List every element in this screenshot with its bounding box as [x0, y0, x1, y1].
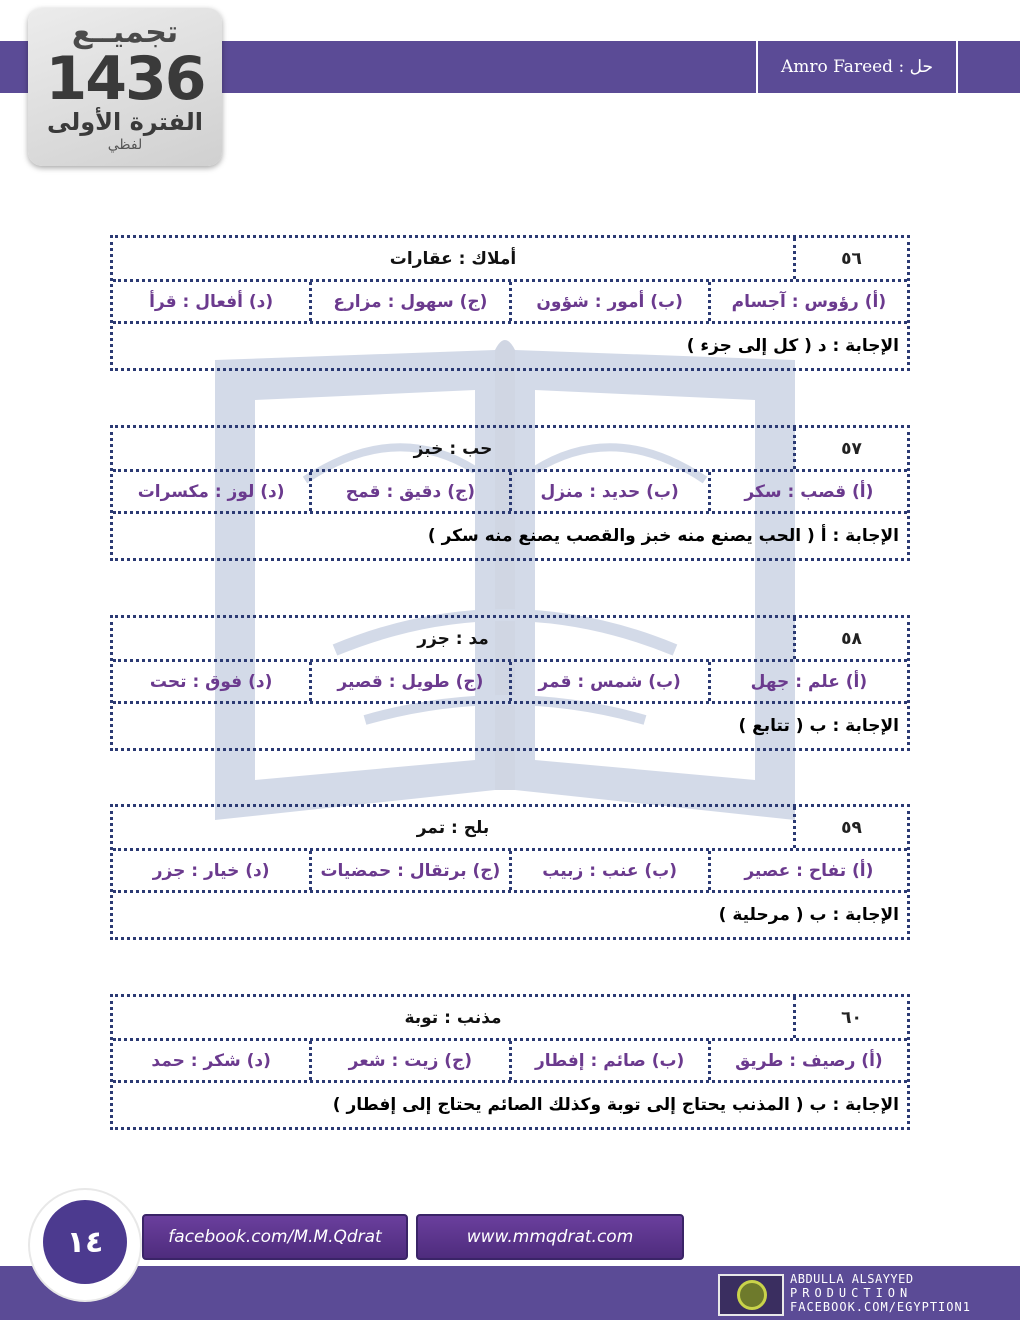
page-number-badge: [30, 1190, 140, 1300]
option-c: (ج) دقيق : قمح: [309, 472, 508, 511]
producer-name: ABDULLA ALSAYYED: [790, 1272, 914, 1286]
question-header-row: [113, 428, 907, 472]
answer-text: الإجابة : ب ( مرحلية ): [718, 905, 899, 925]
options-row: [113, 851, 907, 893]
option-d: (د) خيار : جزر: [152, 860, 270, 881]
question-pair: حب : خبز: [413, 438, 493, 459]
producer-credit: [718, 1270, 1018, 1318]
question-number: ٥٦: [793, 238, 907, 279]
logo-year: 1436: [45, 44, 205, 114]
logo-subtitle: الفترة الأولى: [46, 108, 204, 136]
answer-text: الإجابة : ب ( تتابع ): [738, 716, 899, 736]
answer-text: الإجابة : ب ( المذنب يحتاج إلى توبة وكذلك الصائم يحتاج إلى إفطار ): [332, 1095, 899, 1115]
question-pair: أملاك : عقارات: [389, 248, 517, 269]
answer-text: الإجابة : أ ( الحب يصنع منه خبز والقصب يصنع منه سكر ): [427, 526, 899, 546]
option-d: (د) لوز : مكسرات: [137, 481, 285, 502]
answer-row: [113, 514, 907, 558]
collection-logo: [28, 8, 222, 166]
option-b: (ب) صائم : إفطار: [509, 1041, 708, 1080]
option-d: (د) أفعال : قرأ: [149, 291, 274, 312]
facebook-link[interactable]: facebook.com/M.M.Qdrat: [142, 1214, 408, 1260]
producer-facebook: FACEBOOK.COM/EGYPTION1: [790, 1300, 971, 1314]
answer-text: الإجابة : د ( كل إلى جزء ): [686, 336, 899, 356]
question-number: ٦٠: [793, 997, 907, 1038]
answer-row: [113, 704, 907, 748]
answer-row: [113, 893, 907, 937]
option-b: (ب) شمس : قمر: [509, 662, 708, 701]
option-c: (ج) سهول : مزارع: [309, 282, 508, 321]
option-a: (أ) علم : جهل: [708, 662, 907, 701]
question-block: [110, 235, 910, 371]
question-pair: بلح : تمر: [416, 817, 490, 838]
logo-small-label: لفظي: [107, 137, 143, 153]
credit-label: حل : Amro Fareed: [756, 41, 958, 93]
question-block: [110, 804, 910, 940]
option-b: (ب) حديد : منزل: [509, 472, 708, 511]
option-a: (أ) رصيف : طريق: [708, 1041, 907, 1080]
options-row: [113, 662, 907, 704]
question-header-row: [113, 238, 907, 282]
question-block: [110, 615, 910, 751]
website-link[interactable]: www.mmqdrat.com: [416, 1214, 684, 1260]
question-block: [110, 425, 910, 561]
option-c: (ج) طويل : قصير: [309, 662, 508, 701]
option-a: (أ) تفاح : عصير: [708, 851, 907, 890]
page-number: ١٤: [43, 1200, 127, 1284]
book-watermark-icon: [195, 320, 815, 840]
options-row: [113, 472, 907, 514]
options-row: [113, 1041, 907, 1083]
producer-production: PRODUCTION: [790, 1286, 913, 1300]
question-pair: مد : جزر: [417, 628, 489, 649]
question-number: ٥٧: [793, 428, 907, 469]
answer-row: [113, 1083, 907, 1127]
logo-title: تجميــع: [71, 15, 179, 50]
question-header-row: [113, 618, 907, 662]
option-b: (ب) أمور : شؤون: [509, 282, 708, 321]
option-c: (ج) برتقال : حمضيات: [309, 851, 508, 890]
option-b: (ب) عنب : زبيب: [509, 851, 708, 890]
option-c: (ج) زيت : شعر: [309, 1041, 508, 1080]
question-header-row: [113, 997, 907, 1041]
question-number: ٥٩: [793, 807, 907, 848]
question-number: ٥٨: [793, 618, 907, 659]
option-d: (د) شكر : حمد: [151, 1050, 271, 1071]
question-pair: مذنب : توبة: [404, 1007, 502, 1028]
option-a: (أ) قصب : سكر: [708, 472, 907, 511]
question-block: [110, 994, 910, 1130]
question-header-row: [113, 807, 907, 851]
options-row: [113, 282, 907, 324]
option-a: (أ) رؤوس : آجسام: [708, 282, 907, 321]
camera-lens-icon: [718, 1274, 784, 1316]
answer-row: [113, 324, 907, 368]
option-d: (د) فوق : تحت: [149, 671, 273, 692]
